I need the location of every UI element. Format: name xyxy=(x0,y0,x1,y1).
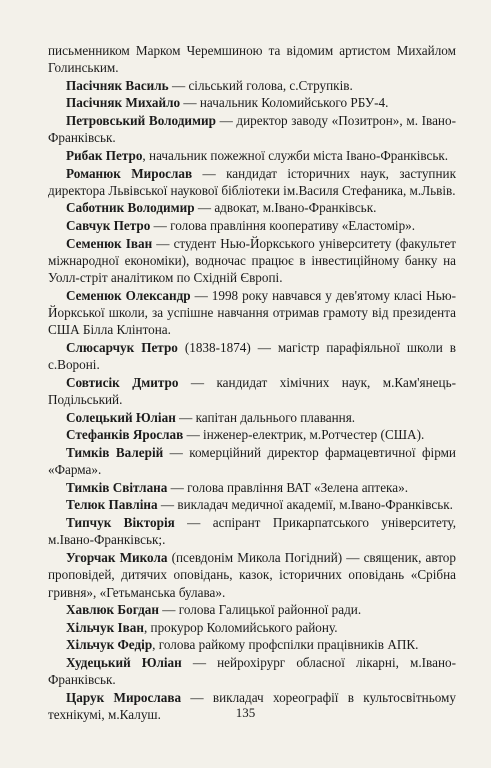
entry xyxy=(48,444,456,479)
entry xyxy=(48,636,456,653)
entry-name: Семенюк Олександр xyxy=(66,287,191,303)
entry xyxy=(48,654,456,689)
entry-text: — викладач хореографії в культосвітньому технікумі, м.Калуш. xyxy=(48,689,456,723)
entry-name: Семенюк Іван xyxy=(66,235,153,251)
entry-text: письменником Марком Черемшиною та відомим артистом Михайлом Голинським. xyxy=(48,43,456,76)
entry-text: — кандидат хімічних наук, м.Кам'янець-Подільський. xyxy=(48,374,456,408)
entry-name: Романюк Мирослав xyxy=(66,165,193,181)
entry xyxy=(48,549,456,601)
entry-text: — кандидат історичних наук, заступник директора Львівської наукової бібліотеки ім.Василя Стефаника, м.Львів. xyxy=(48,165,456,198)
entry-text: — нейрохірург обласної лікарні, м.Івано-Франківськ. xyxy=(48,654,457,688)
entry-name: Телюк Павліна xyxy=(66,497,158,513)
entries-list xyxy=(48,42,456,724)
entry xyxy=(48,112,456,147)
entry-text: , начальник пожежної служби міста Івано-Франківськ. xyxy=(142,147,449,163)
entry-text: — комерційний директор фармацевтичної фірми «Фарма». xyxy=(48,444,456,478)
entry-text: — голова правління ВАТ «Зелена аптека». xyxy=(167,479,408,495)
entry-text: — адвокат, м.Івано-Франківськ. xyxy=(194,200,377,216)
entry xyxy=(48,409,456,426)
entry xyxy=(48,496,456,513)
entry-text: — начальник Коломийського РБУ-4. xyxy=(180,95,389,111)
entry-text: — інженер-електрик, м.Ротчестер (США). xyxy=(183,427,425,443)
page-number: 135 xyxy=(235,705,256,720)
entry xyxy=(48,147,456,164)
entry xyxy=(48,94,456,111)
entry xyxy=(48,374,456,409)
entry xyxy=(48,479,456,496)
entry-text: — голова Галицької районної ради. xyxy=(158,602,362,618)
entry-text: , прокурор Коломийського району. xyxy=(143,619,338,635)
entry xyxy=(48,601,456,618)
entry-name: Саботник Володимир xyxy=(66,200,195,216)
entry-name: Слюсарчук Петро xyxy=(66,340,178,356)
entry xyxy=(48,199,456,216)
entry-name: Тимків Світлана xyxy=(66,479,168,495)
entry-name: Солецький Юліан xyxy=(66,409,176,425)
entry xyxy=(48,217,456,234)
entry-name: Пасічняк Михайло xyxy=(66,95,181,111)
entry-name: Савчук Петро xyxy=(66,218,151,234)
entry xyxy=(48,165,456,200)
entry xyxy=(48,42,456,77)
entry-text: — студент Нью-Йоркського університету (факультет міжнародної економіки), водночас працює в інвестиційному банку на Уолл-стріт аналітиком по Східній Європі. xyxy=(48,235,456,286)
entry-text: (псевдонім Микола Погідний) — священик, автор проповідей, дитячих оповідань, казок, історичних оповідань «Срібна гривня», «Гетьманська булава». xyxy=(48,549,456,600)
entry xyxy=(48,339,456,374)
entry-name: Типчук Вікторія xyxy=(66,515,175,531)
entry xyxy=(48,235,456,287)
entry-name: Пасічняк Василь xyxy=(66,77,169,93)
entry-text: , голова райкому профспілки працівників АПК. xyxy=(152,637,419,653)
entry-name: Рибак Петро xyxy=(66,147,143,163)
entry-text: — 1998 року навчався у дев'ятому класі Нью-Йоркської школи, за успішне навчання отримав грамоту від президента США Білла Клінтона. xyxy=(48,287,457,338)
entry-name: Петровський Володимир xyxy=(66,113,216,129)
entry-name: Хавлюк Богдан xyxy=(66,602,159,618)
entry-text: — директор заводу «Позитрон», м. Івано-Франківськ. xyxy=(48,113,456,146)
entry xyxy=(48,426,456,443)
entry-text: — капітан дальнього плавання. xyxy=(175,409,356,425)
entry-name: Совтисік Дмитро xyxy=(66,374,179,390)
entry-text: — аспірант Прикарпатського університету, м.Івано-Франківськ;. xyxy=(48,515,456,548)
entry-name: Угорчак Микола xyxy=(66,549,168,565)
entry xyxy=(48,287,456,339)
entry xyxy=(48,619,456,636)
entry xyxy=(48,77,456,94)
entry xyxy=(48,514,456,549)
entry-text: (1838-1874) — магістр парафіяльної школи в с.Вороні. xyxy=(48,340,457,373)
entry-name: Хільчук Іван xyxy=(66,619,144,635)
entry-name: Стефанків Ярослав xyxy=(66,427,184,443)
entry-name: Тимків Валерій xyxy=(66,444,164,460)
entry-name: Хільчук Федір xyxy=(66,637,153,653)
entry-name: Царук Мирослава xyxy=(66,689,182,705)
entry-name: Худецький Юліан xyxy=(66,654,182,670)
entry-text: — голова правління кооперативу «Еластомір». xyxy=(150,218,416,234)
entry-text: — сільський голова, с.Струпків. xyxy=(168,77,353,93)
entry-text: — викладач медичної академії, м.Івано-Франківськ. xyxy=(157,497,453,513)
